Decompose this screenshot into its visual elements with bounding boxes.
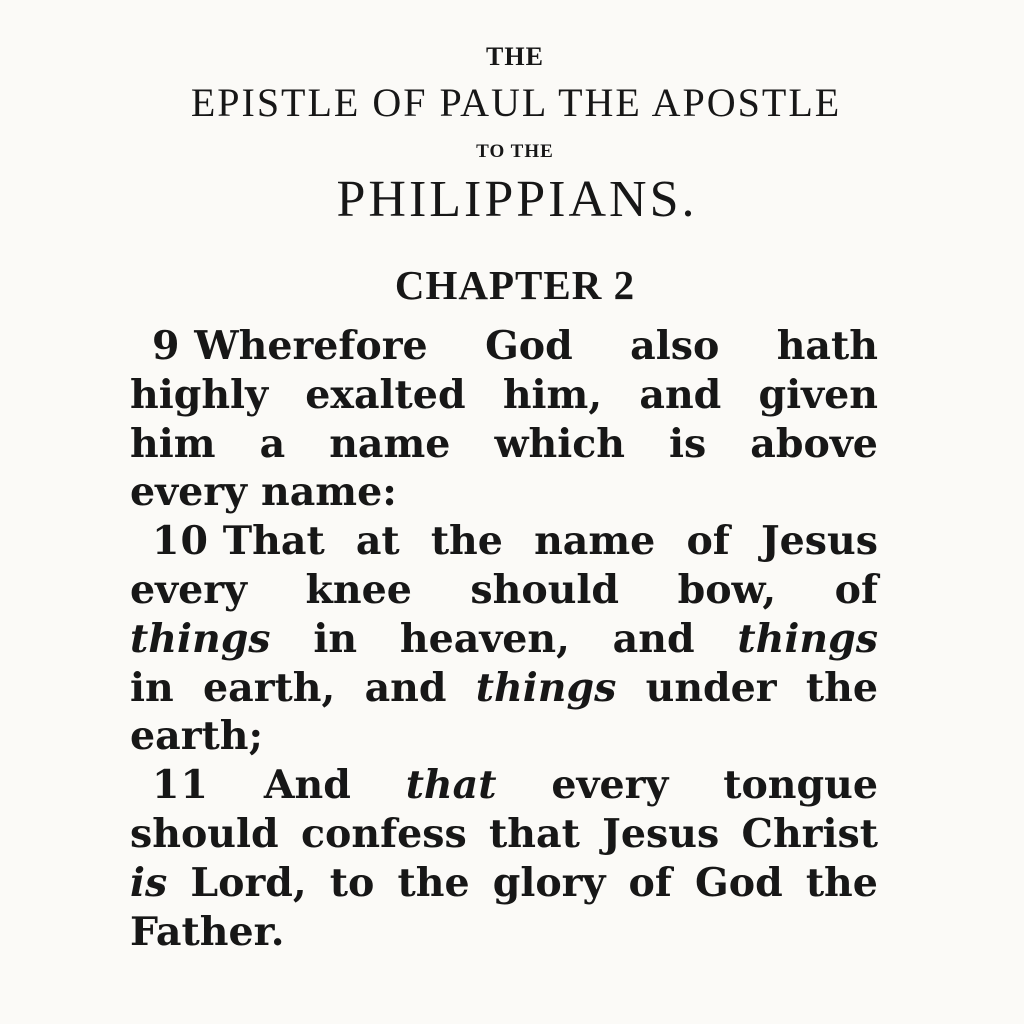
- verse-11-line-2: should confess that Jesus Christ: [130, 810, 878, 857]
- heading-epistle: EPISTLE OF PAUL THE APOSTLE: [190, 80, 842, 125]
- verse-9-line-4: every name:: [130, 469, 397, 516]
- verse-10-line-4: in earth, and things under the: [130, 664, 878, 711]
- bleed-through-text: [0, 6, 1024, 32]
- verse-10-line-1: 10 That at the name of Jesus: [152, 518, 878, 565]
- heading-the: THE: [486, 42, 544, 71]
- verse-number-9: 9: [152, 323, 181, 369]
- verse-9-line-1: 9 Wherefore God also hath: [152, 323, 878, 369]
- book-title: PHILIPPIANS.: [336, 171, 698, 228]
- verse-10-line-2: every knee should bow, of: [130, 566, 878, 613]
- book-heading: [0, 42, 1024, 230]
- verse-11-line-4: Father.: [130, 908, 285, 955]
- verse-11-line-1: 11 And that every tongue: [152, 762, 878, 809]
- verse-10-line-3: things in heaven, and things: [130, 615, 878, 662]
- verse-9-line-3: him a name which is above: [130, 420, 878, 467]
- verse-9-line-2: highly exalted him, and given: [130, 371, 878, 418]
- verse-number-11: 11: [152, 762, 209, 809]
- verse-11-line-3: is Lord, to the glory of God the: [130, 859, 878, 906]
- verse-10-line-5: earth;: [130, 713, 264, 760]
- scripture-text: [130, 322, 878, 956]
- chapter-heading: CHAPTER 2: [394, 262, 636, 308]
- heading-to-the: TO THE: [476, 141, 554, 162]
- verse-number-10: 10: [152, 518, 209, 565]
